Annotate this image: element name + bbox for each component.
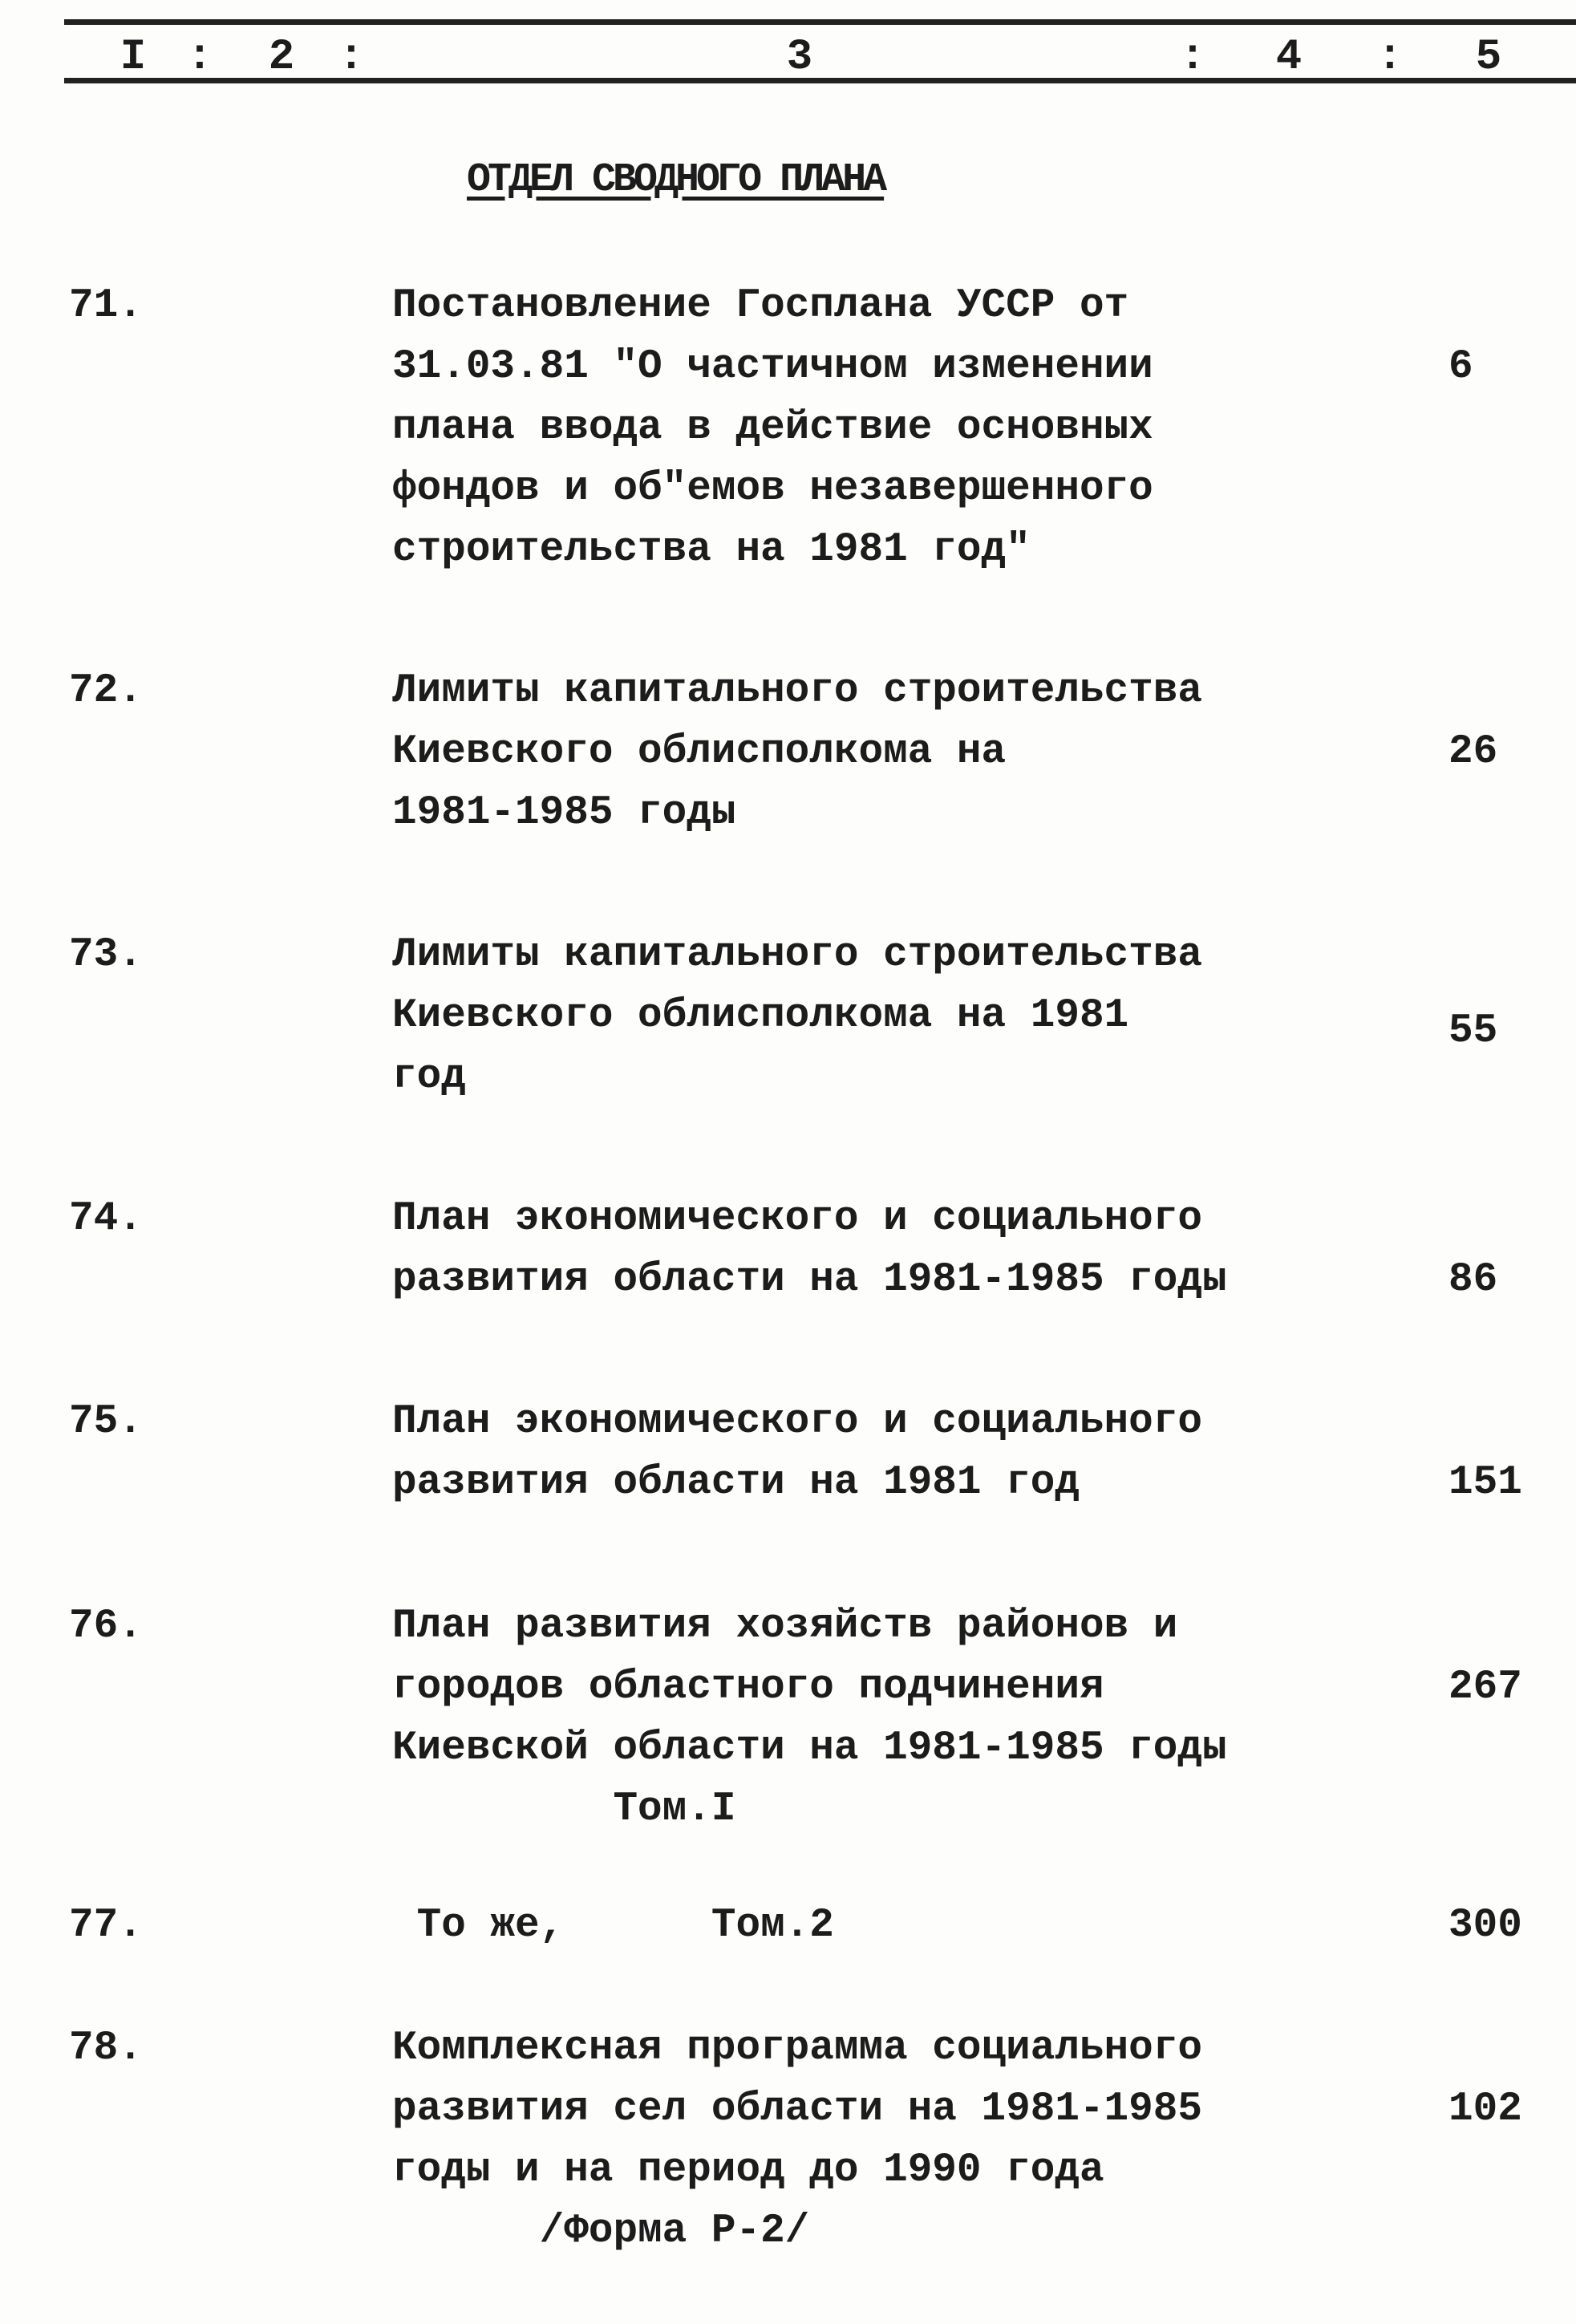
item-sheet-number: 55	[1448, 1008, 1498, 1054]
item-title	[392, 925, 1202, 1108]
item-number: 75.	[69, 1399, 143, 1445]
item-sheet-number: 26	[1448, 729, 1498, 775]
item-title-line: /Форма Р-2/	[392, 2208, 810, 2254]
item-title-line: План экономического и социального	[392, 1399, 1202, 1445]
item-title-line: 1981-1985 годы	[392, 790, 736, 836]
item-sheet-number: 151	[1448, 1460, 1522, 1506]
item-sheet-number: 6	[1448, 344, 1473, 390]
header-col-3: 3	[786, 33, 813, 82]
header-col-4: 4	[1275, 33, 1303, 82]
header-sep: :	[1376, 33, 1404, 82]
item-title-line: Постановление Госплана УССР от	[392, 283, 1129, 329]
item-number: 78.	[69, 2026, 143, 2071]
item-sheet-number: 86	[1448, 1257, 1498, 1303]
item-number: 76.	[69, 1604, 143, 1649]
item-title-line: плана ввода в действие основных	[392, 405, 1153, 451]
section-title: ОТДЕЛ СВОДНОГО ПЛАНА	[467, 157, 885, 203]
item-number: 72.	[69, 668, 143, 714]
header-col-2: 2	[268, 33, 295, 82]
item-title-line: строительства на 1981 год"	[392, 527, 1031, 573]
item-title-line: То же, Том.2	[392, 1903, 834, 1949]
item-title	[392, 276, 1153, 581]
item-sheet-number: 300	[1448, 1903, 1522, 1949]
item-title-line: Киевской области на 1981-1985 годы	[392, 1726, 1227, 1771]
item-title-line: фондов и об"емов незавершенного	[392, 466, 1153, 512]
item-title	[392, 2018, 1202, 2262]
item-title-line: План экономического и социального	[392, 1196, 1202, 1242]
item-title-line: годы и на период до 1990 года	[392, 2148, 1104, 2193]
header-sep: :	[1179, 33, 1206, 82]
item-title-line: городов областного подчинения	[392, 1665, 1104, 1710]
item-title-line: развития области на 1981-1985 годы	[392, 1257, 1227, 1303]
header-col-1: I	[120, 33, 147, 82]
item-title	[392, 1896, 834, 1957]
item-title-line: Лимиты капитального строительства	[392, 932, 1202, 978]
item-number: 77.	[69, 1903, 143, 1949]
item-title	[392, 1189, 1227, 1311]
item-number: 73.	[69, 932, 143, 978]
item-title-line: Том.I	[392, 1787, 736, 1832]
item-title-line: План развития хозяйств районов и	[392, 1604, 1178, 1649]
header-col-5: 5	[1475, 33, 1502, 82]
item-title	[392, 1392, 1202, 1514]
header-sep: :	[338, 33, 365, 82]
item-title-line: Киевского облисполкома на 1981	[392, 993, 1129, 1039]
item-title-line: Киевского облисполкома на	[392, 729, 1007, 775]
item-title-line: Лимиты капитального строительства	[392, 668, 1202, 714]
item-number: 71.	[69, 283, 143, 329]
item-title	[392, 661, 1202, 844]
item-sheet-number: 102	[1448, 2087, 1522, 2132]
item-title-line: развития области на 1981 год	[392, 1460, 1080, 1506]
item-sheet-number: 267	[1448, 1665, 1522, 1710]
item-title-line: Комплексная программа социального	[392, 2026, 1202, 2071]
item-number: 74.	[69, 1196, 143, 1242]
item-title-line: развития сел области на 1981-1985	[392, 2087, 1202, 2132]
header-sep: :	[186, 33, 213, 82]
header-top-rule	[64, 19, 1576, 25]
item-title-line: год	[392, 1054, 466, 1100]
item-title	[392, 1596, 1227, 1840]
item-title-line: 31.03.81 "О частичном изменении	[392, 344, 1153, 390]
